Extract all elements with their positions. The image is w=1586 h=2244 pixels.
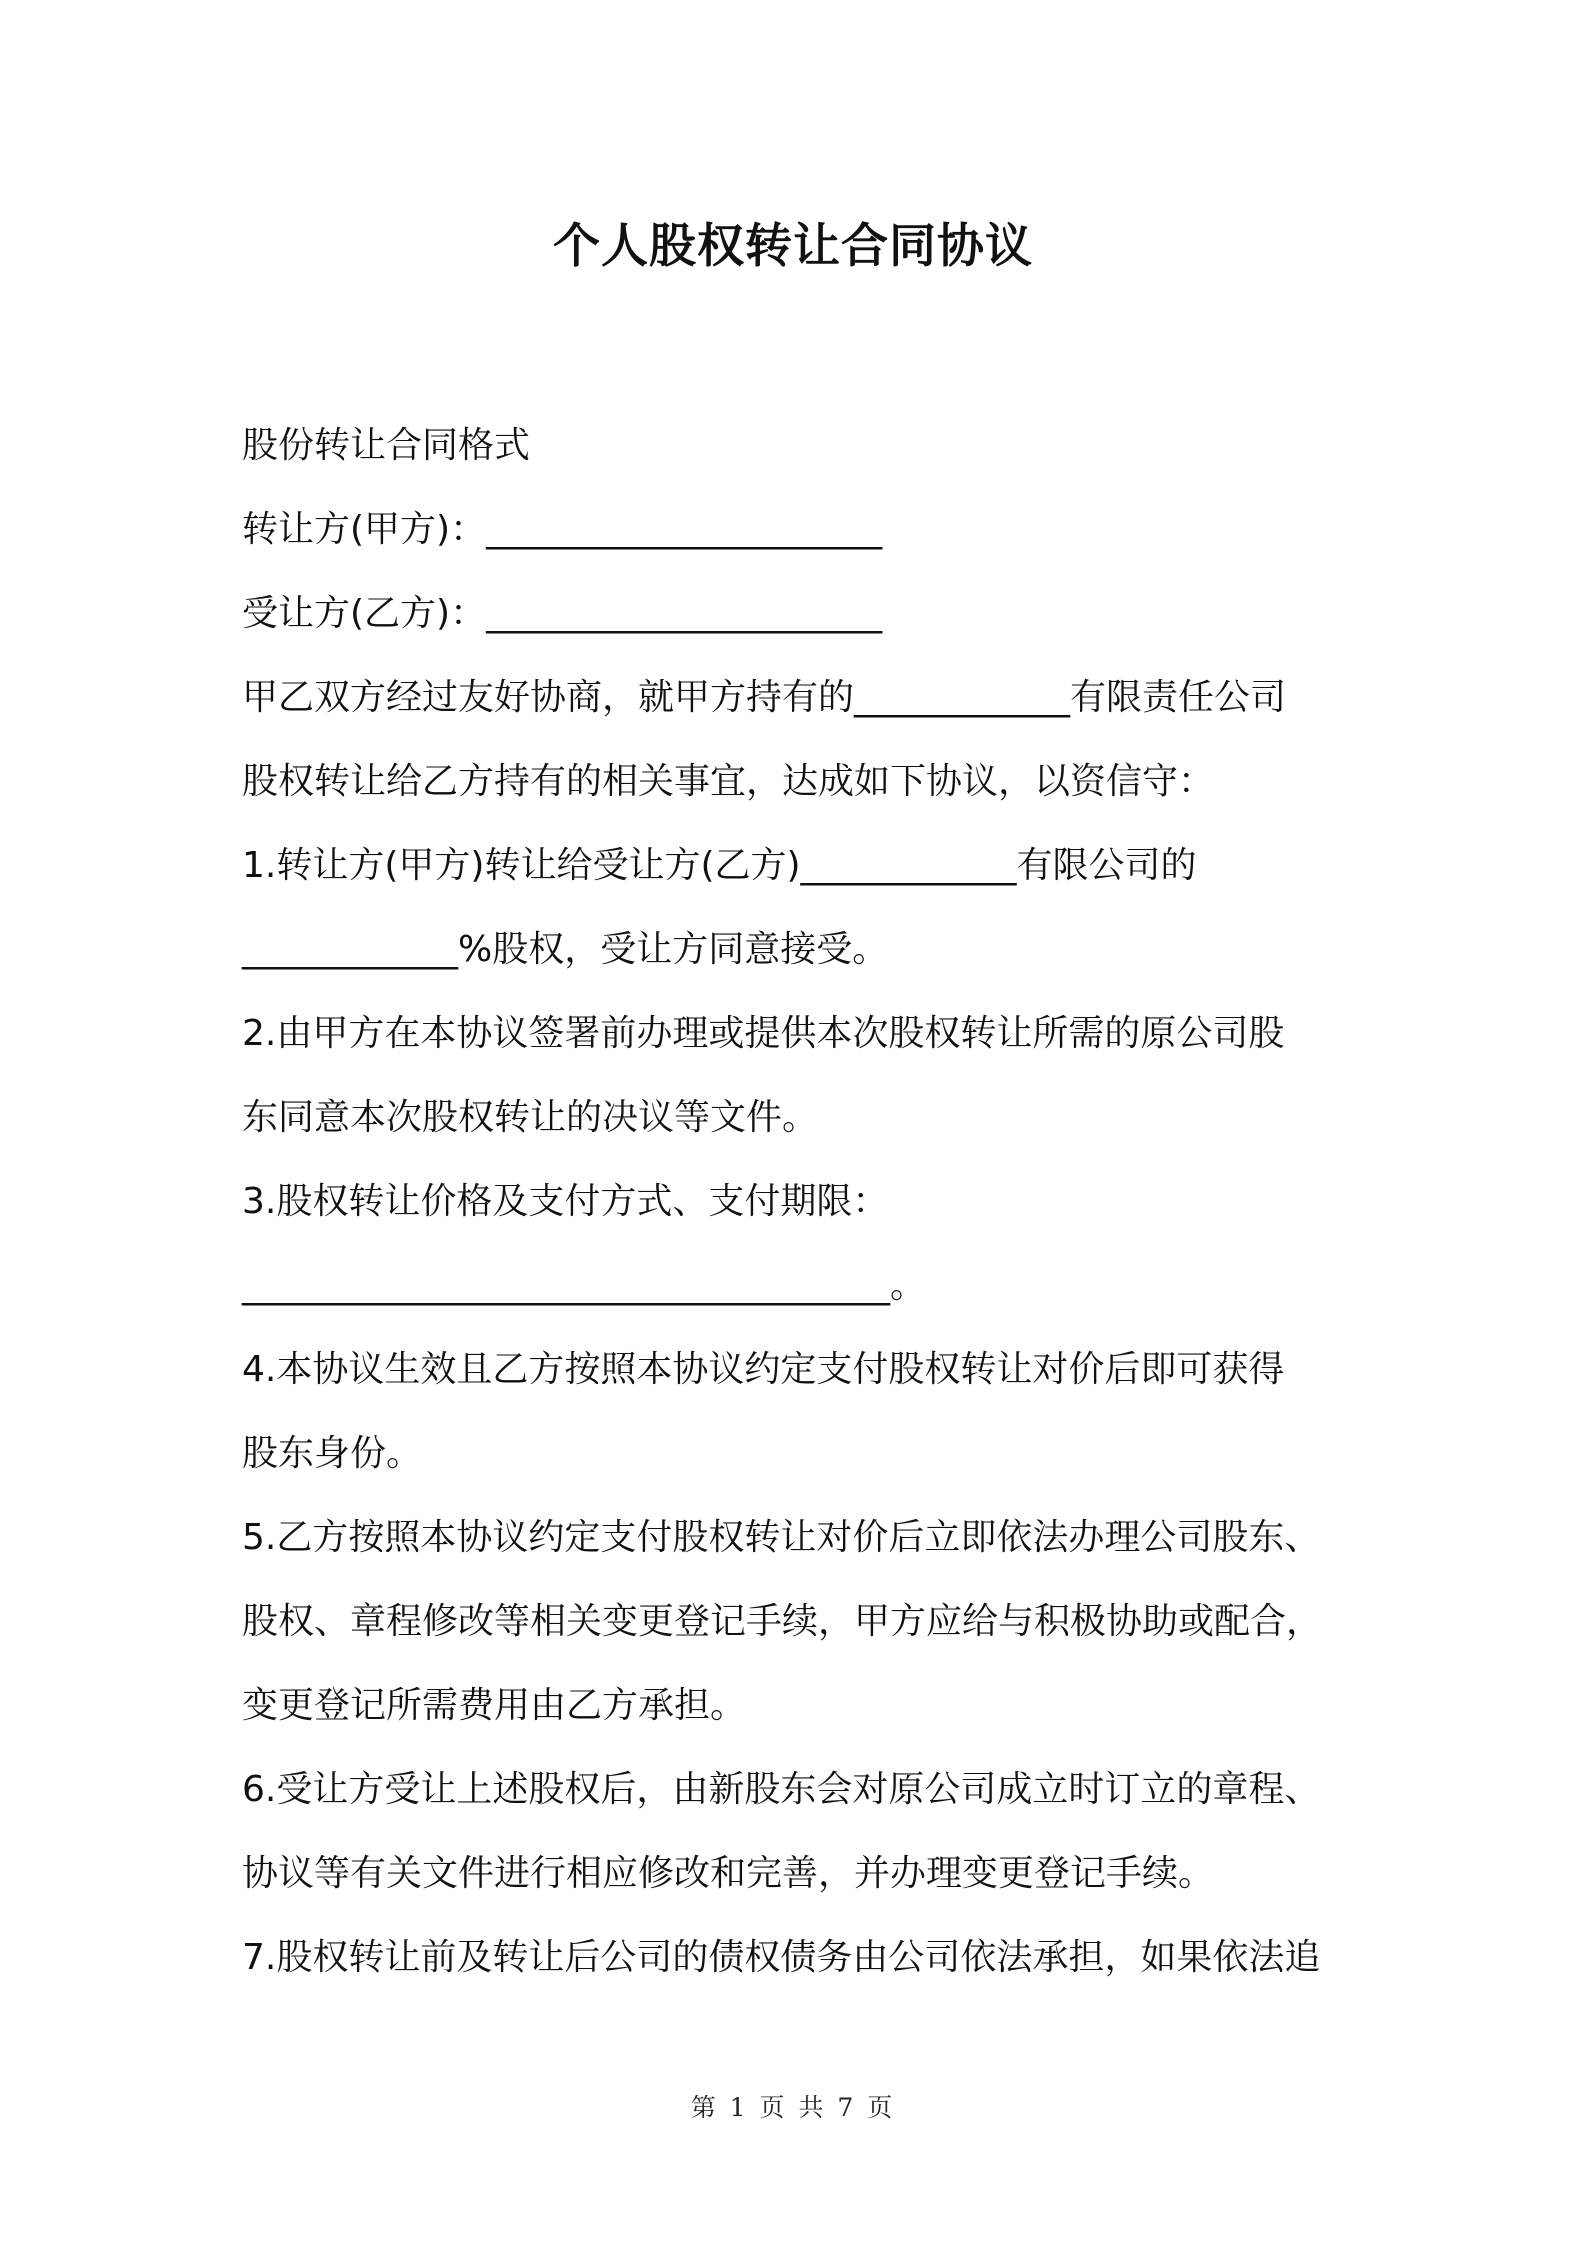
paragraph-line: 6.受让方受让上述股权后，由新股东会对原公司成立时订立的章程、 <box>242 1769 1321 1810</box>
paragraph-line: 东同意本次股权转让的决议等文件。 <box>242 1097 819 1138</box>
paragraph-line: 变更登记所需费用由乙方承担。 <box>242 1685 747 1726</box>
paragraph-line: 1.转让方(甲方)转让给受让方(乙方)____________有限公司的 <box>242 845 1197 886</box>
document-title: 个人股权转让合同协议 <box>553 219 1033 274</box>
document-body <box>242 404 1372 2000</box>
paragraph-line: 股东身份。 <box>242 1433 423 1474</box>
paragraph-line: ____________________________________。 <box>242 1265 926 1306</box>
paragraph-line: 4.本协议生效且乙方按照本协议约定支付股权转让对价后即可获得 <box>242 1349 1285 1390</box>
paragraph-line: 股份转让合同格式 <box>242 425 531 466</box>
paragraph-line: 甲乙双方经过友好协商，就甲方持有的____________有限责任公司 <box>242 677 1287 718</box>
paragraph-line: 股权转让给乙方持有的相关事宜，达成如下协议，以资信守： <box>242 761 1215 802</box>
paragraph-line: 受让方(乙方)：______________________ <box>242 593 883 634</box>
page-number-footer: 第 1 页 共 7 页 <box>690 2093 896 2122</box>
paragraph-line: 股权、章程修改等相关变更登记手续，甲方应给与积极协助或配合， <box>242 1601 1323 1642</box>
paragraph-line: 2.由甲方在本协议签署前办理或提供本次股权转让所需的原公司股 <box>242 1013 1285 1054</box>
paragraph-line: 转让方(甲方)：______________________ <box>242 509 883 550</box>
paragraph-line: 协议等有关文件进行相应修改和完善，并办理变更登记手续。 <box>242 1853 1215 1894</box>
paragraph-line: 7.股权转让前及转让后公司的债权债务由公司依法承担，如果依法追 <box>242 1937 1321 1978</box>
paragraph-line: 5.乙方按照本协议约定支付股权转让对价后立即依法办理公司股东、 <box>242 1517 1321 1558</box>
paragraph-line: 3.股权转让价格及支付方式、支付期限： <box>242 1181 889 1222</box>
paragraph-line: ____________%股权，受让方同意接受。 <box>242 929 889 970</box>
